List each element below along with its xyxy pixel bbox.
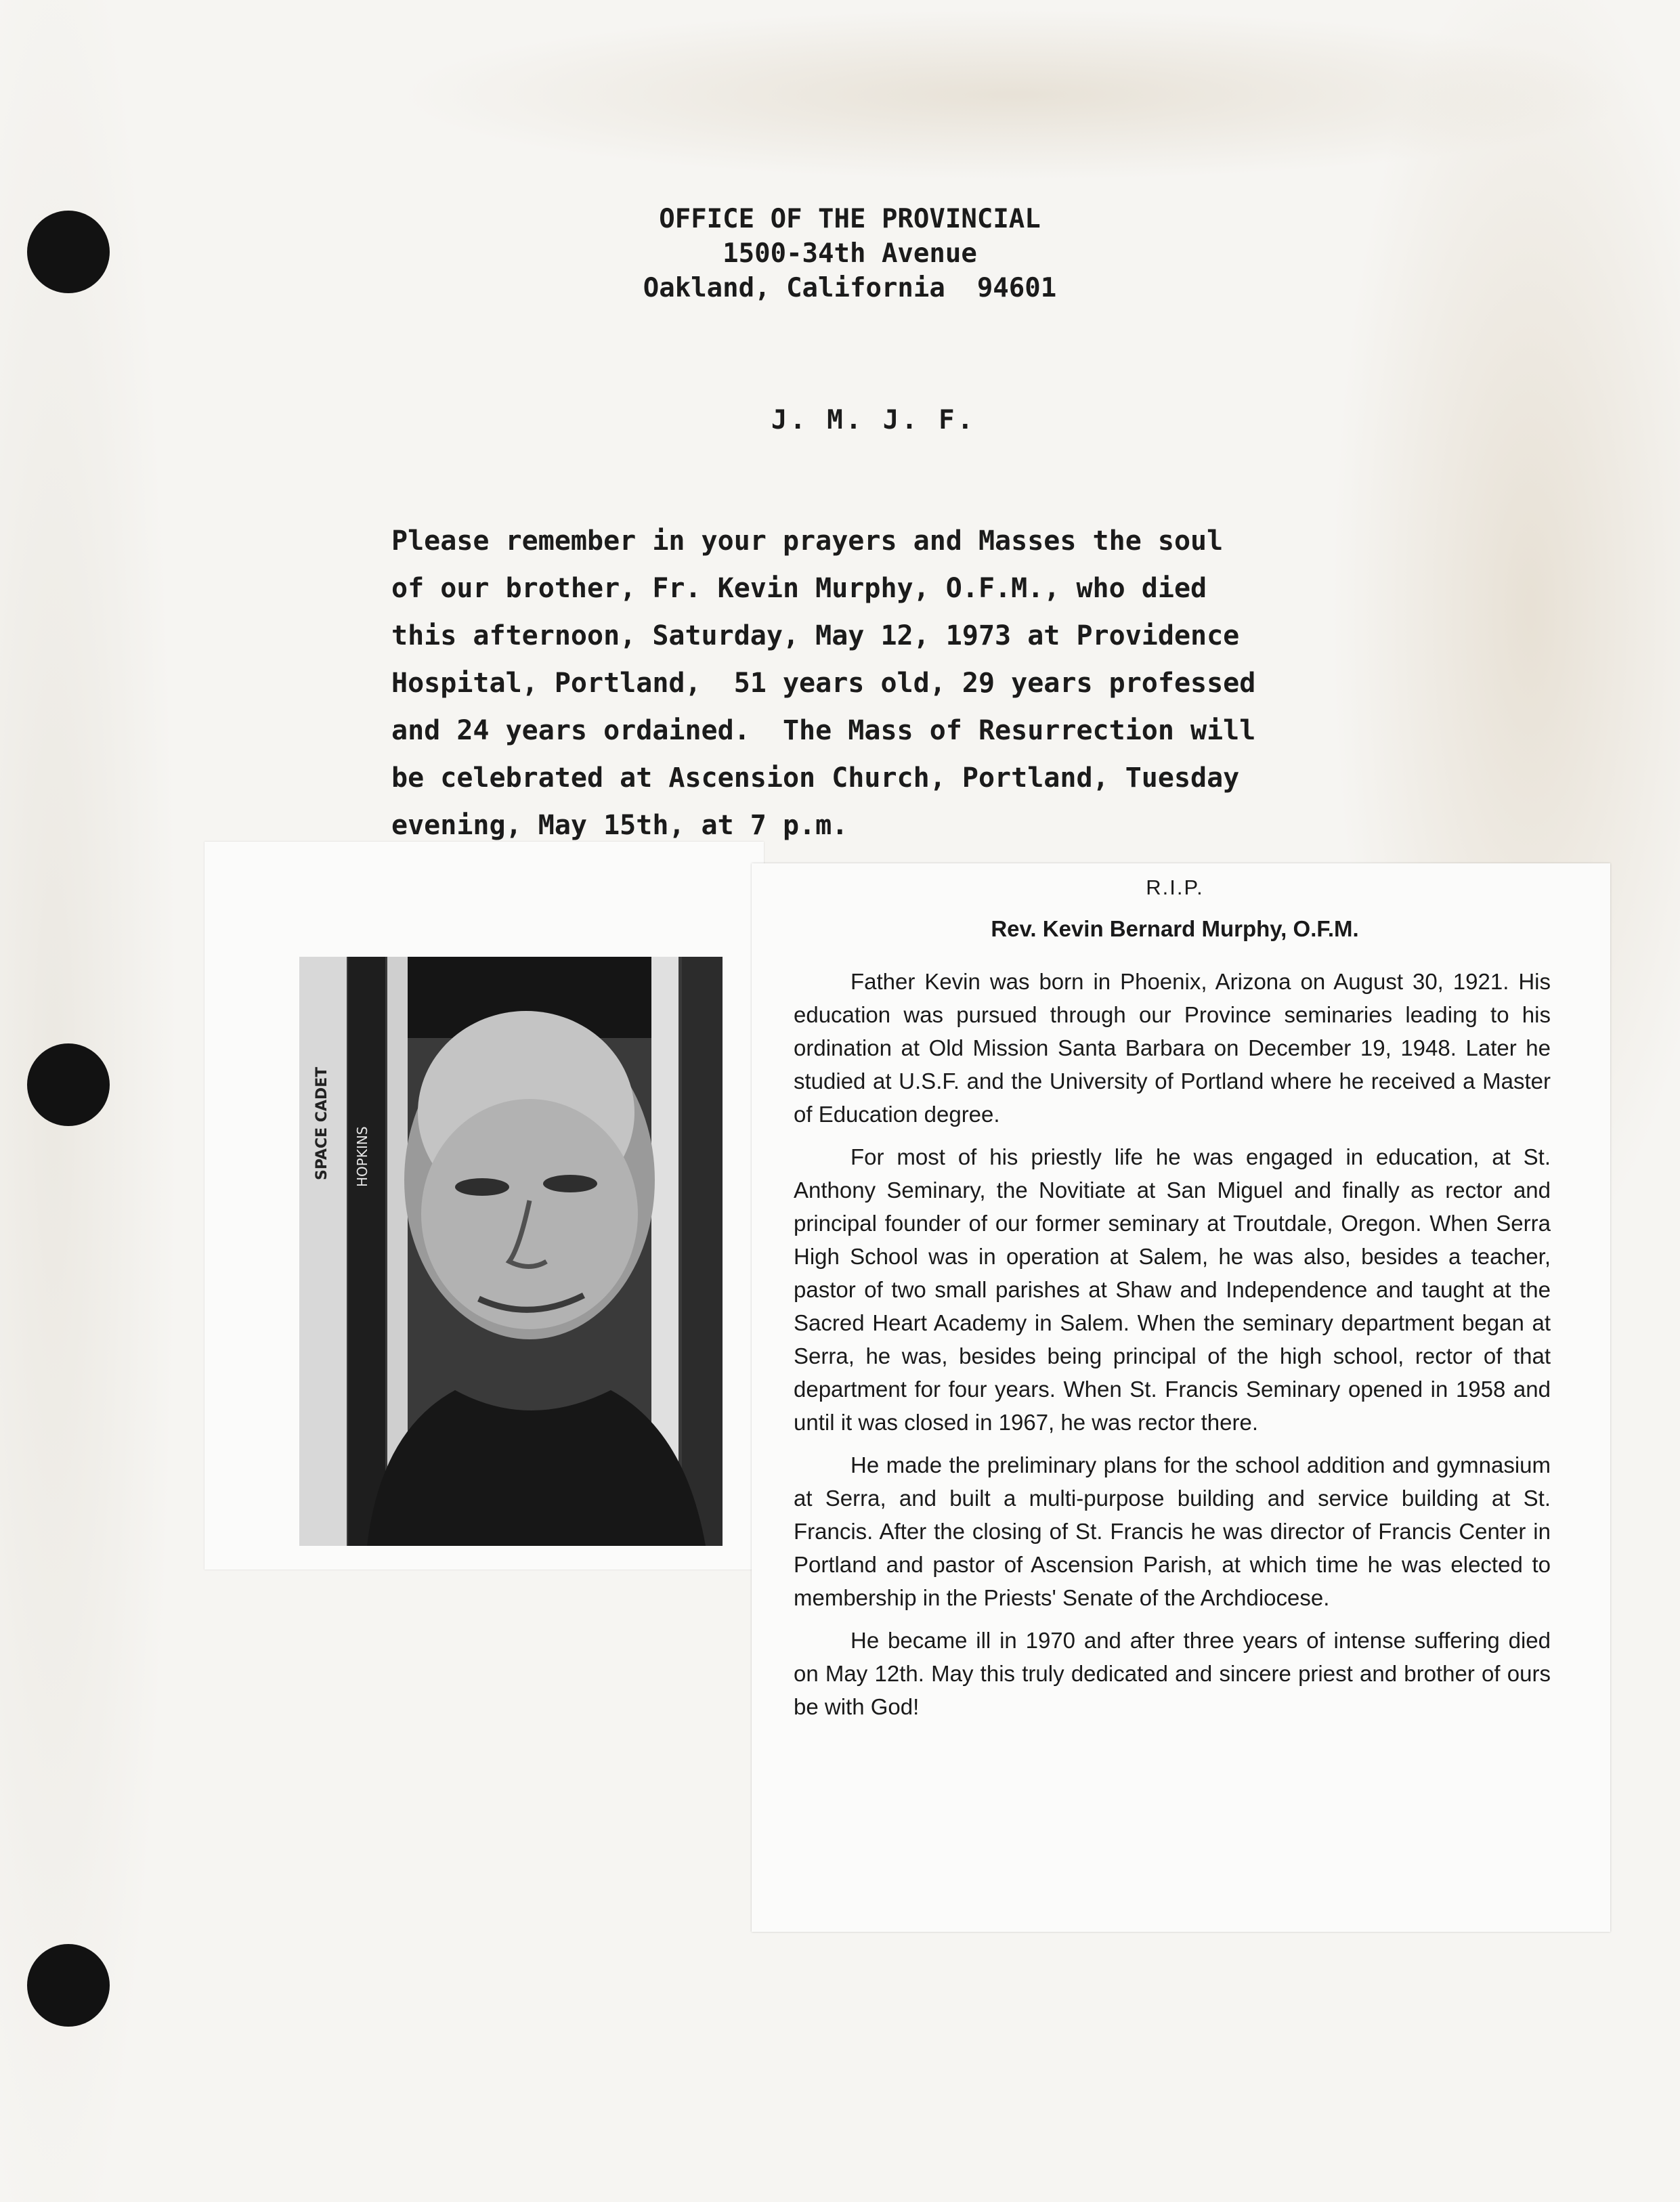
announcement-line: and 24 years ordained. The Mass of Resurrection will: [391, 715, 1256, 746]
letterhead-office: OFFICE OF THE PROVINCIAL: [659, 204, 1041, 234]
book-spine-label-2: HOPKINS: [354, 1126, 370, 1187]
punch-hole-bottom: [27, 1944, 110, 2027]
obituary-paragraph: Father Kevin was born in Phoenix, Arizona on August 30, 1921. His education was pursued through our Province seminaries leading to his ordination at Old Mission Santa Barbara on December 19, 1948. Later he studied at U.S.F. and the University of Portland where he received a Master of Education degree.: [794, 969, 1551, 1127]
portrait-photo: [299, 957, 723, 1546]
punch-hole-middle: [27, 1043, 110, 1126]
photo-clipping: [204, 842, 764, 1570]
obituary-body: [794, 965, 1551, 1733]
obituary-paragraph: He became ill in 1970 and after three years of intense suffering died on May 12th. May this truly dedicated and sincere priest and brother of ours be with God!: [794, 1628, 1551, 1719]
letterhead-city: Oakland, California 94601: [643, 273, 1057, 303]
announcement-line: of our brother, Fr. Kevin Murphy, O.F.M., who died: [391, 573, 1207, 604]
announcement-line: Please remember in your prayers and Masses the soul: [391, 525, 1224, 557]
obituary-paragraph: He made the preliminary plans for the school addition and gymnasium at Serra, and built a multi-purpose building and service building at St. Francis. After the closing of St. Francis he was director of Francis Center in Portland and pastor of Ascension Parish, at which time he was elected to membership in the Priests' Senate of the Archdiocese.: [794, 1452, 1551, 1610]
announcement-line: Hospital, Portland, 51 years old, 29 years professed: [391, 668, 1256, 699]
announcement-text: [391, 517, 1255, 849]
letterhead: [0, 202, 1680, 305]
announcement-line: be celebrated at Ascension Church, Portland, Tuesday: [391, 762, 1240, 794]
obituary-clipping: [752, 863, 1610, 1932]
announcement-line: this afternoon, Saturday, May 12, 1973 at Providence: [391, 620, 1240, 651]
announcement-line: evening, May 15th, at 7 p.m.: [391, 810, 848, 841]
salutation-jmjf: J. M. J. F.: [771, 405, 976, 435]
obituary-name: Rev. Kevin Bernard Murphy, O.F.M.: [991, 916, 1359, 941]
book-spine-label-1: SPACE CADET: [314, 1066, 330, 1180]
obituary-paragraph: For most of his priestly life he was engaged in education, at St. Anthony Seminary, the Novitiate at San Miguel and finally as rector and principal founder of our former seminary at Troutdale, Oregon. When Serra High School was in operation at Salem, he was also, besides a teacher, pastor of two small parishes at Shaw and Independence and taught at the Sacred Heart Academy in Salem. When the seminary department began at Serra, he was, besides being principal of the high school, rector of that department for four years. When St. Francis Seminary opened in 1958 and until it was closed in 1967, he was rector there.: [794, 1144, 1551, 1435]
letterhead-street: 1500-34th Avenue: [723, 238, 977, 269]
portrait-image: [299, 957, 723, 1546]
obituary-title: R.I.P.: [1146, 876, 1204, 899]
